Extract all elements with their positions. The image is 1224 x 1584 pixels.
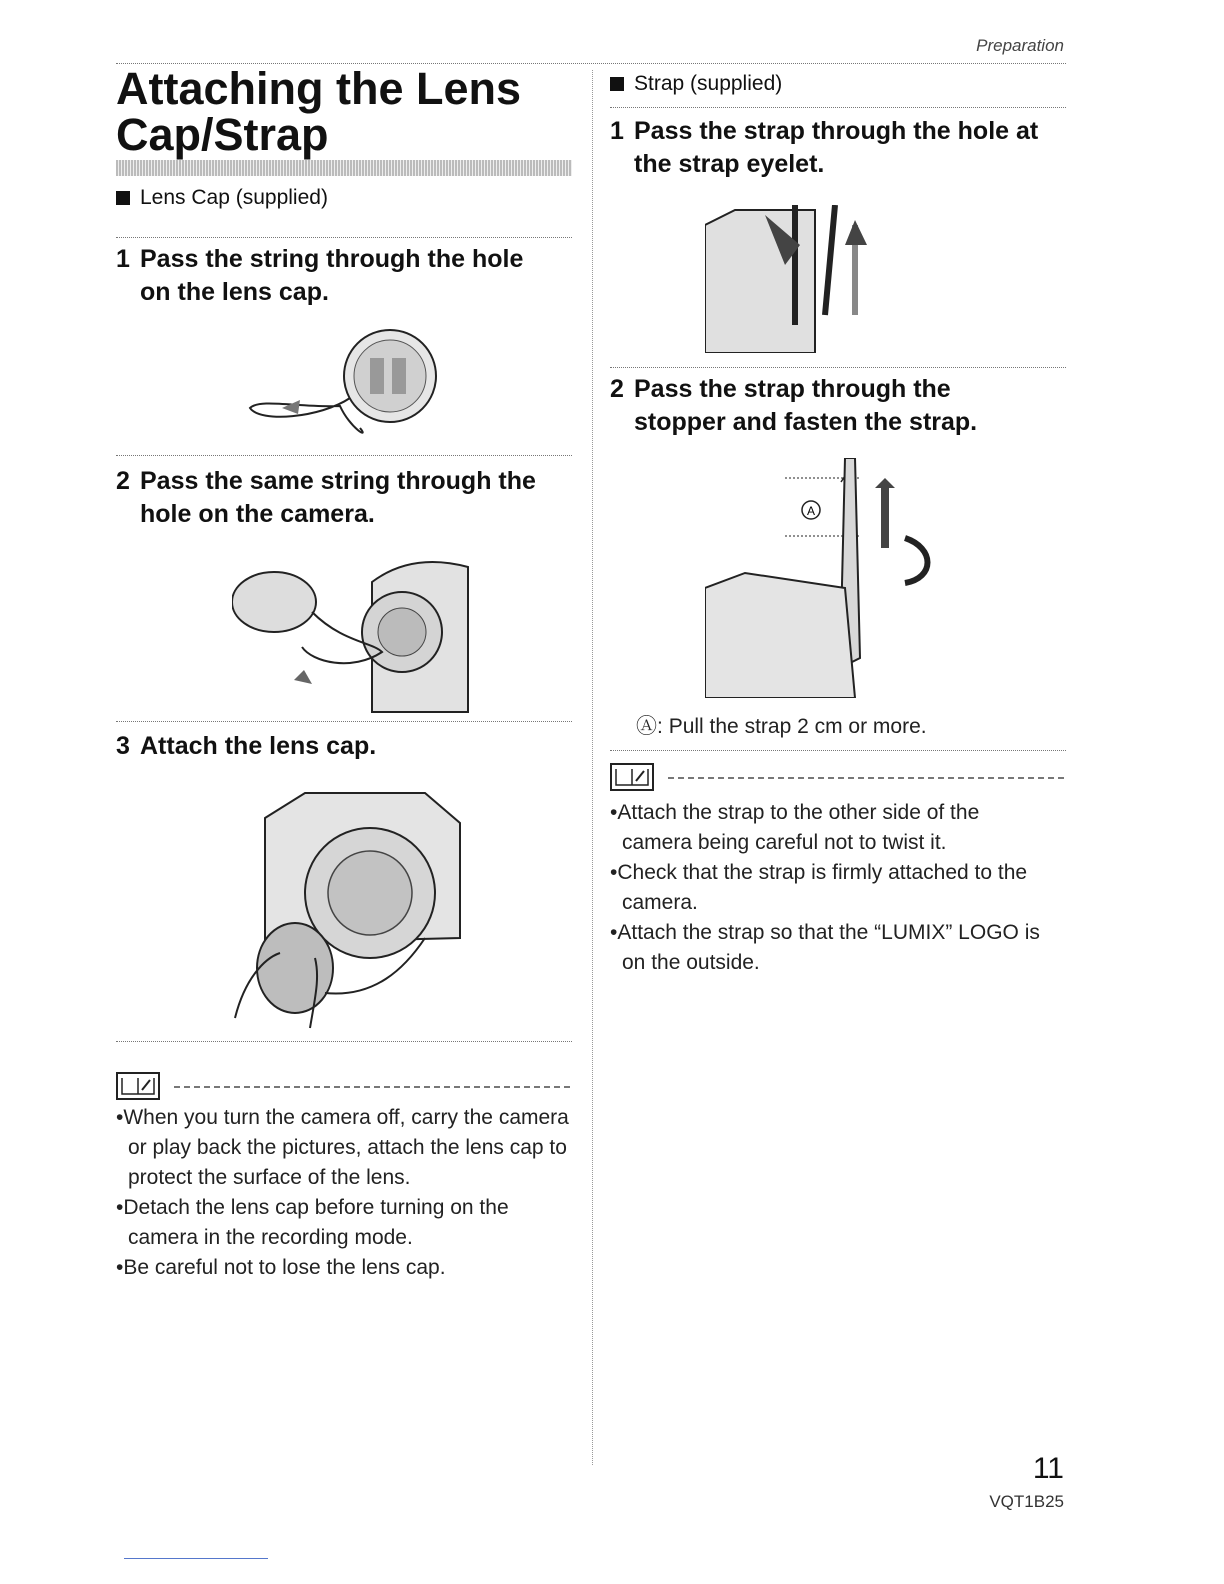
memo-dashes [668,777,1064,779]
title-underline [116,160,572,176]
page-title [116,63,522,160]
step-number: 1 [116,245,130,273]
lens-cap-memo [116,1072,572,1105]
step-text-cont: the strap eyelet. [634,150,825,178]
divider [116,721,572,722]
page-number: 11 [1032,1452,1064,1485]
lens-cap-label-text: Lens Cap (supplied) [140,186,328,209]
page-title-line2: Cap/Strap [116,109,329,160]
step-text: Pass the string through the hole [140,245,524,273]
divider [610,750,1066,751]
attach-lens-cap-illustration [225,778,470,1033]
strap-caption-text: Pull the strap 2 cm or more. [668,715,927,738]
lens-cap-step-1 [116,243,586,309]
step-text-cont: stopper and fasten the strap. [634,408,978,436]
lens-cap-step-3 [116,730,586,763]
memo-book-icon [116,1072,160,1100]
strap-label [610,72,782,96]
lens-cap-label [116,186,328,210]
divider [116,237,572,238]
note-item: •Attach the strap to the other side of the camera being careful not to twist it. [610,801,980,854]
note-item: •When you turn the camera off, carry the camera or play back the pictures, attach the lens cap to protect the surface of the lens. [116,1106,569,1189]
section-header: Preparation [976,36,1064,55]
divider [610,367,1066,368]
bullet-square-icon [610,77,624,91]
strap-step-1 [610,115,1080,181]
note-item: •Attach the strap so that the “LUMIX” LOGO is on the outside. [610,921,1040,974]
strap-label-text: Strap (supplied) [634,72,783,95]
divider [116,1041,572,1042]
strap-notes [610,798,1050,978]
strap-stopper-illustration [705,458,945,698]
divider [610,107,1066,108]
strap-eyelet-illustration [705,205,885,353]
camera-string-illustration [232,552,472,717]
memo-dashes [174,1086,570,1088]
step-text-cont: hole on the camera. [140,500,375,528]
step-number: 2 [610,375,624,403]
lens-cap-string-illustration [240,328,470,448]
step-text: Pass the same string through the [140,467,536,495]
strap-step-2 [610,373,1080,439]
page-title-line1: Attaching the Lens [116,63,522,114]
model-code: VQT1B25 [989,1492,1064,1511]
marker-a-prefix: Ⓐ: [636,715,663,738]
step-number: 1 [610,117,624,145]
column-divider [592,70,593,1465]
step-number: 2 [116,467,130,495]
strap-caption [636,710,927,740]
footer-rule [124,1558,268,1559]
step-text-cont: on the lens cap. [140,278,329,306]
bullet-square-icon [116,191,130,205]
marker-a-label: A [806,504,816,518]
strap-memo [610,763,1066,796]
divider [116,455,572,456]
note-item: •Detach the lens cap before turning on the camera in the recording mode. [116,1196,509,1249]
step-text: Attach the lens cap. [140,732,377,760]
lens-cap-step-2 [116,465,586,531]
step-text: Pass the strap through the hole at [634,117,1039,145]
step-number: 3 [116,732,130,760]
note-item: •Check that the strap is firmly attached to the camera. [610,861,1028,914]
memo-book-icon [610,763,654,791]
note-item: •Be careful not to lose the lens cap. [116,1256,446,1279]
lens-cap-notes [116,1103,572,1283]
step-text: Pass the strap through the [634,375,951,403]
